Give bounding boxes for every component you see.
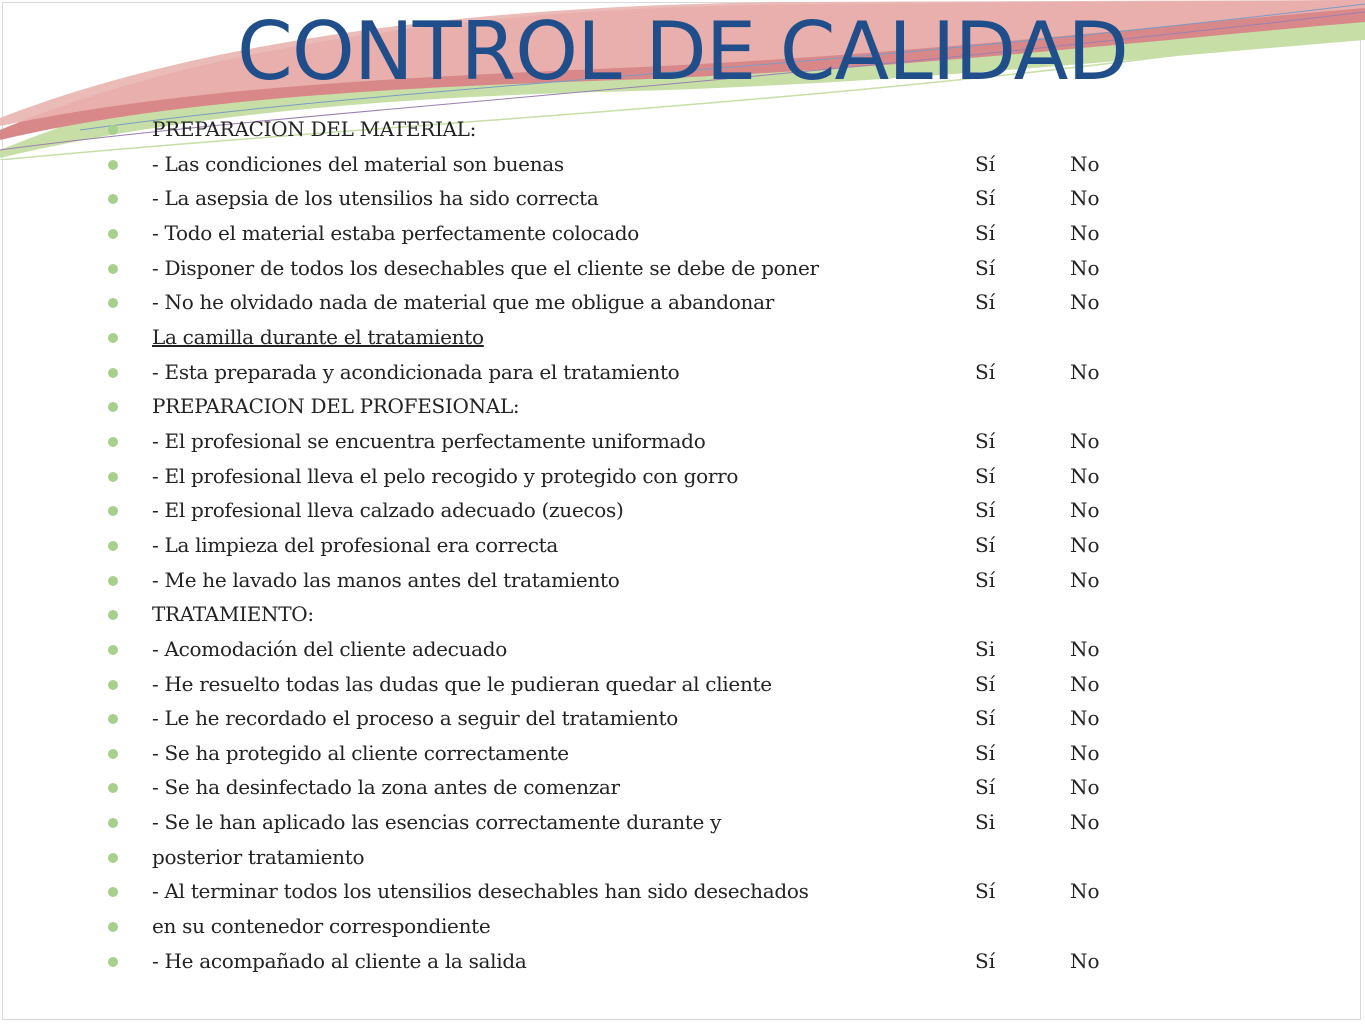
bullet-icon bbox=[108, 160, 118, 170]
item-text: - Me he lavado las manos antes del tratamiento bbox=[152, 567, 620, 592]
checklist-item bbox=[108, 770, 1148, 805]
answer-si: Sí bbox=[975, 948, 996, 973]
item-text: - La asepsia de los utensilios ha sido correcta bbox=[152, 186, 599, 211]
checklist-item bbox=[108, 805, 1148, 840]
bullet-icon bbox=[108, 194, 118, 204]
bullet-icon bbox=[108, 887, 118, 897]
answer-no: No bbox=[1070, 567, 1100, 592]
item-text: - Se ha desinfectado la zona antes de comenzar bbox=[152, 775, 620, 800]
checklist-item bbox=[108, 320, 1148, 355]
item-text: PREPARACION DEL PROFESIONAL: bbox=[152, 394, 520, 419]
bullet-icon bbox=[108, 402, 118, 412]
item-text: - Le he recordado el proceso a seguir del tratamiento bbox=[152, 706, 678, 731]
bullet-icon bbox=[108, 818, 118, 828]
bullet-icon bbox=[108, 229, 118, 239]
answer-no: No bbox=[1070, 879, 1100, 904]
checklist-item bbox=[108, 493, 1148, 528]
slide-title: CONTROL DE CALIDAD bbox=[237, 5, 1128, 98]
checklist-item bbox=[108, 112, 1148, 147]
bullet-icon bbox=[108, 333, 118, 343]
checklist-item bbox=[108, 909, 1148, 944]
item-text: - He acompañado al cliente a la salida bbox=[152, 948, 527, 973]
item-text: - He resuelto todas las dudas que le pudieran quedar al cliente bbox=[152, 671, 772, 696]
answer-si: Sí bbox=[975, 671, 996, 696]
answer-si: Sí bbox=[975, 498, 996, 523]
item-text: - Esta preparada y acondicionada para el tratamiento bbox=[152, 359, 680, 384]
bullet-icon bbox=[108, 645, 118, 655]
answer-no: No bbox=[1070, 775, 1100, 800]
answer-no: No bbox=[1070, 671, 1100, 696]
answer-si: Sí bbox=[975, 151, 996, 176]
answer-no: No bbox=[1070, 498, 1100, 523]
checklist-item bbox=[108, 874, 1148, 909]
item-text: - Se ha protegido al cliente correctamente bbox=[152, 740, 569, 765]
checklist-item bbox=[108, 459, 1148, 494]
answer-no: No bbox=[1070, 428, 1100, 453]
checklist-item bbox=[108, 701, 1148, 736]
item-text: - Disponer de todos los desechables que el cliente se debe de poner bbox=[152, 255, 819, 280]
answer-si: Sí bbox=[975, 255, 996, 280]
checklist-item bbox=[108, 736, 1148, 771]
bullet-icon bbox=[108, 749, 118, 759]
answer-si: Sí bbox=[975, 879, 996, 904]
checklist-item bbox=[108, 251, 1148, 286]
checklist-item bbox=[108, 667, 1148, 702]
answer-no: No bbox=[1070, 740, 1100, 765]
answer-si: Sí bbox=[975, 359, 996, 384]
answer-no: No bbox=[1070, 706, 1100, 731]
answer-no: No bbox=[1070, 532, 1100, 557]
bullet-icon bbox=[108, 506, 118, 516]
answer-si: Sí bbox=[975, 220, 996, 245]
answer-no: No bbox=[1070, 810, 1100, 835]
answer-si: Sí bbox=[975, 463, 996, 488]
item-text: - Al terminar todos los utensilios desechables han sido desechados bbox=[152, 879, 809, 904]
item-text: - Las condiciones del material son buenas bbox=[152, 151, 564, 176]
checklist-item bbox=[108, 181, 1148, 216]
checklist-item bbox=[108, 285, 1148, 320]
bullet-icon bbox=[108, 957, 118, 967]
answer-si: Sí bbox=[975, 775, 996, 800]
answer-si: Sí bbox=[975, 740, 996, 765]
bullet-icon bbox=[108, 610, 118, 620]
checklist-item bbox=[108, 597, 1148, 632]
checklist-item bbox=[108, 355, 1148, 390]
bullet-icon bbox=[108, 541, 118, 551]
item-text: - Se le han aplicado las esencias correctamente durante y bbox=[152, 810, 722, 835]
item-text: - El profesional lleva calzado adecuado (zuecos) bbox=[152, 498, 624, 523]
bullet-icon bbox=[108, 680, 118, 690]
item-text: - El profesional se encuentra perfectamente uniformado bbox=[152, 428, 706, 453]
item-text: en su contenedor correspondiente bbox=[152, 914, 491, 939]
answer-no: No bbox=[1070, 948, 1100, 973]
bullet-icon bbox=[108, 368, 118, 378]
answer-si: Sí bbox=[975, 186, 996, 211]
checklist-item bbox=[108, 424, 1148, 459]
checklist-item bbox=[108, 840, 1148, 875]
checklist-item bbox=[108, 528, 1148, 563]
item-text: - Todo el material estaba perfectamente colocado bbox=[152, 220, 640, 245]
bullet-icon bbox=[108, 437, 118, 447]
answer-si: Sí bbox=[975, 706, 996, 731]
bullet-icon bbox=[108, 922, 118, 932]
checklist-item bbox=[108, 216, 1148, 251]
item-text: PREPARACION DEL MATERIAL: bbox=[152, 117, 477, 141]
answer-no: No bbox=[1070, 359, 1100, 384]
answer-si: Si bbox=[975, 636, 996, 661]
item-text: TRATAMIENTO: bbox=[152, 602, 314, 627]
checklist-item bbox=[108, 147, 1148, 182]
answer-no: No bbox=[1070, 255, 1100, 280]
item-text: - La limpieza del profesional era correcta bbox=[152, 532, 559, 557]
bullet-icon bbox=[108, 472, 118, 482]
bullet-icon bbox=[108, 783, 118, 793]
item-text: La camilla durante el tratamiento bbox=[152, 324, 484, 349]
answer-si: Sí bbox=[975, 532, 996, 557]
checklist-item bbox=[108, 563, 1148, 598]
bullet-icon bbox=[108, 576, 118, 586]
checklist bbox=[108, 112, 1148, 978]
answer-no: No bbox=[1070, 151, 1100, 176]
answer-no: No bbox=[1070, 290, 1100, 315]
checklist-item bbox=[108, 389, 1148, 424]
checklist-item bbox=[108, 944, 1148, 979]
item-text: - El profesional lleva el pelo recogido y protegido con gorro bbox=[152, 463, 739, 488]
answer-no: No bbox=[1070, 186, 1100, 211]
bullet-icon bbox=[108, 298, 118, 308]
item-text: - No he olvidado nada de material que me obligue a abandonar bbox=[152, 290, 775, 315]
answer-no: No bbox=[1070, 220, 1100, 245]
answer-no: No bbox=[1070, 636, 1100, 661]
bullet-icon bbox=[108, 853, 118, 863]
answer-no: No bbox=[1070, 463, 1100, 488]
item-text: - Acomodación del cliente adecuado bbox=[152, 636, 507, 661]
bullet-icon bbox=[108, 264, 118, 274]
bullet-icon bbox=[108, 125, 118, 135]
bullet-icon bbox=[108, 714, 118, 724]
answer-si: Sí bbox=[975, 428, 996, 453]
item-text: posterior tratamiento bbox=[152, 844, 365, 869]
checklist-item bbox=[108, 632, 1148, 667]
answer-si: Sí bbox=[975, 290, 996, 315]
answer-si: Si bbox=[975, 810, 996, 835]
answer-si: Sí bbox=[975, 567, 996, 592]
